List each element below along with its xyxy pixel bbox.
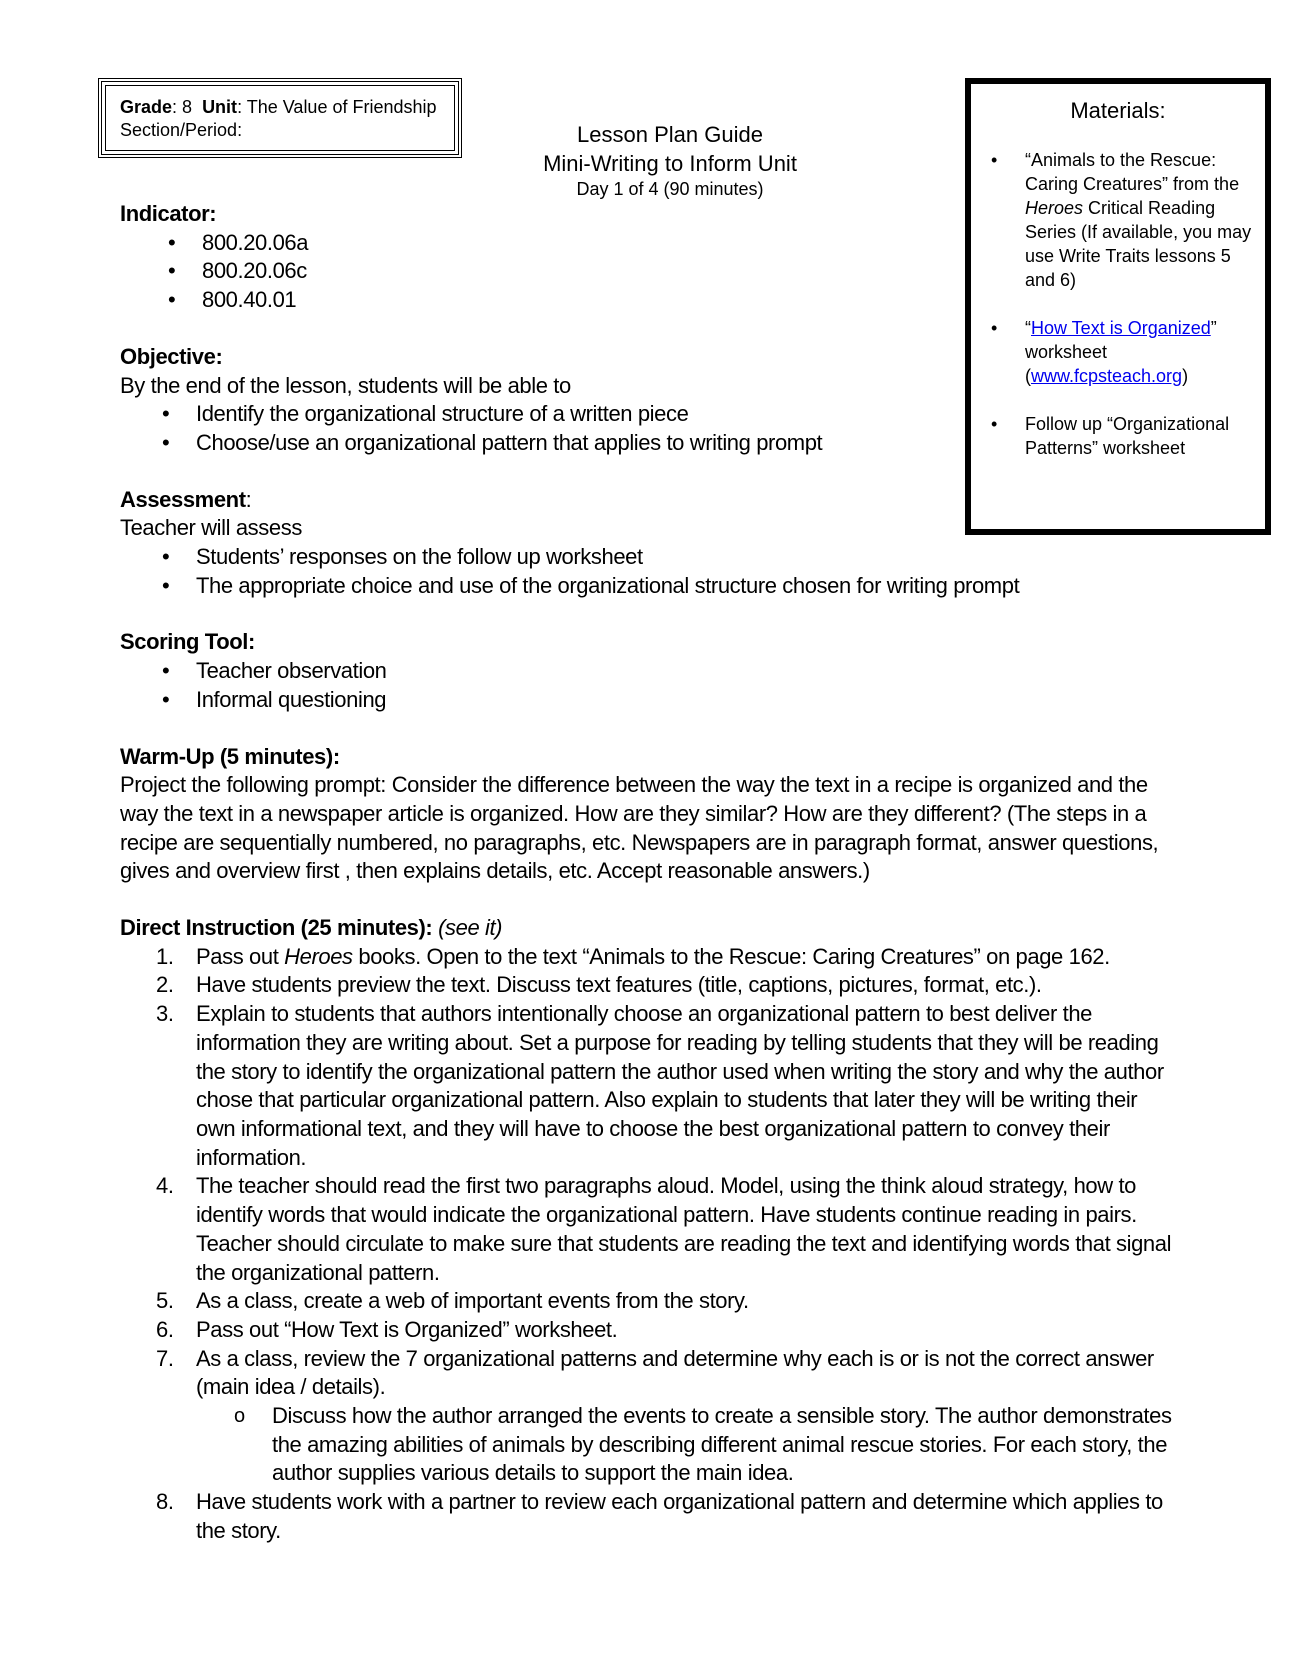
assessment-intro: Teacher will assess (120, 515, 302, 541)
direct-instruction-note: (see it) (438, 915, 503, 941)
fcpsteach-link[interactable]: www.fcpsteach.org (1031, 366, 1183, 386)
direct-instruction-heading-line (120, 914, 1180, 943)
step-item: 5. As a class, create a web of important events from the story. (156, 1288, 749, 1314)
indicator-heading: Indicator: (120, 201, 217, 226)
objective-item: • Identify the organizational structure of a written piece (120, 400, 1180, 429)
step-item: 7. As a class, review the 7 organizational patterns and determine why each is or is not the correct answer (main idea / details). (156, 1345, 1154, 1400)
warmup-heading: Warm-Up (5 minutes): (120, 743, 340, 769)
step-item: 1. Pass out Heroes books. Open to the text “Animals to the Rescue: Caring Creatures” on page 162. (156, 943, 1110, 969)
grade-unit-box (98, 78, 462, 158)
section-period-label: Section/Period: (120, 120, 243, 140)
assessment-heading-line (120, 486, 1180, 515)
step-item: 3. Explain to students that authors intentionally choose an organizational pattern to best deliver the information they are writing about. Set a purpose for reading by telling students that they will be reading the story to identify the organizational pattern the author used when writing the story and why the author chose that particular organizational pattern. Also explain to students that later they will be writing their own informational text, and they will have to choose the best organizational pattern to convey their information. (156, 1001, 1164, 1170)
assessment-colon: : (245, 486, 252, 512)
step-item: 2. Have students preview the text. Discuss text features (title, captions, pictures, format, etc.). (156, 972, 1042, 998)
indicator-item: • 800.20.06c (120, 257, 1180, 286)
scoring-list (120, 657, 1180, 714)
step-text: Pass out (196, 943, 285, 969)
material-text: “Animals to the Rescue: Caring Creatures” from the (1025, 150, 1240, 194)
assessment-item: • Students’ responses on the follow up worksheet (120, 543, 1180, 572)
material-text: ) (1182, 366, 1189, 386)
day-duration: Day 1 of 4 (90 minutes) (576, 179, 764, 199)
lesson-content (120, 200, 1183, 1546)
indicator-list (120, 229, 1180, 315)
step-text: Have students preview the text. Discuss text features (title, captions, pictures, format, etc.). (196, 972, 1042, 998)
grade-value: : 8 (172, 97, 193, 117)
material-italic-title: Heroes (1025, 198, 1084, 218)
close-quote: ” (1210, 318, 1217, 338)
step-item: 6. Pass out “How Text is Organized” worksheet. (156, 1316, 618, 1342)
step-7-sublist (120, 1402, 1180, 1488)
unit-value: : The Value of Friendship (237, 97, 437, 117)
grade-unit-line (120, 96, 440, 119)
scoring-heading: Scoring Tool: (120, 629, 255, 655)
grade-label: Grade (120, 97, 173, 117)
material-text: worksheet ( (1025, 342, 1108, 386)
direct-instruction-steps (120, 943, 1180, 1402)
step-text: Have students work with a partner to review each organizational pattern and determine which applies to the story. (196, 1489, 1163, 1543)
step-text: As a class, review the 7 organizational patterns and determine why each is or is not the correct answer (main idea / details). (196, 1345, 1154, 1400)
unit-label: Unit (202, 97, 238, 117)
assessment-heading: Assessment (120, 486, 246, 512)
indicator-item: • 800.40.01 (120, 286, 1180, 315)
step-text: The teacher should read the first two paragraphs aloud. Model, using the think aloud strategy, how to identify words that would indicate the organizational pattern. Have students continue reading in pairs. Teacher should circulate to make sure that students are reading the text and identifying words that signal the organizational pattern. (196, 1173, 1172, 1285)
objective-item: • Choose/use an organizational pattern that applies to writing prompt (120, 429, 1180, 458)
step-item: 4. The teacher should read the first two paragraphs aloud. Model, using the think aloud strategy, how to identify words that would indicate the organizational pattern. Have students continue reading in pairs. Teacher should circulate to make sure that students are reading the text and identifying words that signal the organizational pattern. (156, 1173, 1172, 1285)
step-text: As a class, create a web of important events from the story. (196, 1288, 749, 1314)
indicator-item: • 800.20.06a (120, 229, 1180, 258)
step-item: 8. Have students work with a partner to review each organizational pattern and determine which applies to the story. (156, 1489, 1163, 1543)
unit-title: Mini-Writing to Inform Unit (543, 151, 797, 176)
assessment-list (120, 543, 1180, 600)
how-text-is-organized-link[interactable]: How Text is Organized (1031, 318, 1211, 338)
step-text: books. Open to the text “Animals to the Rescue: Caring Creatures” on page 162. (352, 943, 1110, 969)
objective-intro: By the end of the lesson, students will be able to (120, 372, 571, 398)
sub-step-item: o Discuss how the author arranged the events to create a sensible story. The author demonstrates the amazing abilities of animals by describing different animal rescue stories. For each story, the author supplies various details to support the main idea. (120, 1402, 1180, 1488)
direct-instruction-heading: Direct Instruction (25 minutes): (120, 915, 433, 941)
scoring-item: • Teacher observation (120, 657, 1180, 686)
objective-heading: Objective: (120, 343, 223, 369)
assessment-item: • The appropriate choice and use of the organizational structure chosen for writing prompt (120, 572, 1180, 601)
step-text: Pass out “How Text is Organized” worksheet. (196, 1316, 618, 1342)
materials-heading: Materials: (1070, 98, 1166, 123)
materials-item-followup: • Follow up “Organizational Patterns” worksheet (971, 412, 1265, 460)
warmup-body: Project the following prompt: Consider the difference between the way the text in a recipe is organized and the way the text in a newspaper article is organized. How are they similar? How are they different? (The steps in a recipe are sequentially numbered, no paragraphs, etc. Newspapers are in paragraph format, answer questions, gives and overview first , then explains details, etc. Accept reasonable answers.) (120, 772, 1159, 884)
lesson-title-block (490, 120, 850, 200)
direct-instruction-steps-cont (120, 1488, 1180, 1545)
step-text: Explain to students that authors intentionally choose an organizational pattern to best deliver the information they are writing about. Set a purpose for reading by telling students that they will be reading the story to identify the organizational pattern the author used when writing the story and why the author chose that particular organizational pattern. Also explain to students that later they will be writing their own informational text, and they will have to choose the best organizational pattern to convey their information. (196, 1001, 1164, 1170)
objective-list (120, 400, 1180, 457)
open-quote: “ (1025, 318, 1031, 338)
step-italic: Heroes (284, 943, 353, 969)
lesson-plan-title: Lesson Plan Guide (577, 122, 763, 147)
material-text: Critical Reading Series (If available, you may use Write Traits lessons 5 and 6) (1025, 198, 1252, 290)
scoring-item: • Informal questioning (120, 686, 1180, 715)
